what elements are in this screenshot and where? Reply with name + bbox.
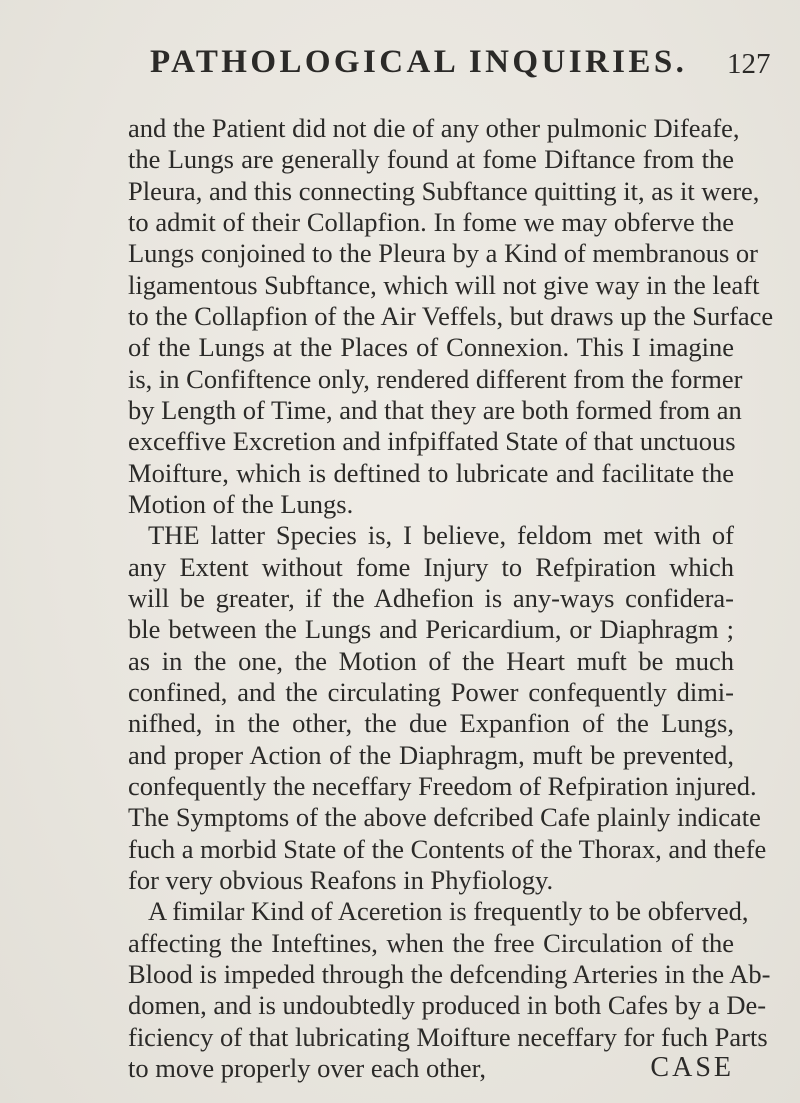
- text-line: domen, and is undoubtedly produced in both Cafes by a De-: [128, 990, 767, 1020]
- text-line: ligamentous Subftance, which will not give way in the leaft: [128, 270, 760, 300]
- text-line: Moifture, which is deftined to lubricate and facilitate the: [128, 458, 734, 488]
- final-line-text: to move properly over each other,: [128, 1053, 487, 1083]
- text-line: by Length of Time, and that they are both formed from an: [128, 395, 742, 425]
- page-number: 127: [727, 48, 771, 80]
- text-line: is, in Confiftence only, rendered different from the former: [128, 364, 743, 394]
- paragraph-end-line: for very obvious Reafons in Phyfiology.: [128, 865, 554, 895]
- final-line: [128, 1048, 734, 1088]
- text-line: confequently the neceffary Freedom of Refpiration injured.: [128, 771, 757, 801]
- text-line: the Lungs are generally found at fome Diftance from the: [128, 144, 734, 174]
- running-head: [0, 44, 800, 84]
- text-line: to admit of their Collapfion. In fome we may obferve the: [128, 207, 734, 237]
- catchword: CASE: [650, 1052, 734, 1083]
- text-line: to the Collapfion of the Air Veffels, but draws up the Surface: [128, 301, 774, 331]
- text-line: The Symptoms of the above defcribed Cafe plainly indicate: [128, 802, 761, 832]
- text-line: as in the one, the Motion of the Heart muft be much: [128, 646, 734, 676]
- running-title: PATHOLOGICAL INQUIRIES.: [150, 44, 688, 80]
- text-line: fuch a morbid State of the Contents of the Thorax, and thefe: [128, 834, 767, 864]
- text-line: ficiency of that lubricating Moifture neceffary for fuch Parts: [128, 1022, 768, 1052]
- paragraph-end-line: Motion of the Lungs.: [128, 489, 354, 519]
- text-line: affecting the Inteftines, when the free Circulation of the: [128, 928, 734, 958]
- text-line: any Extent without fome Injury to Refpiration which: [128, 552, 734, 582]
- text-line: Blood is impeded through the defcending Arteries in the Ab-: [128, 959, 771, 989]
- text-line: of the Lungs at the Places of Connexion. This I imagine: [128, 332, 734, 362]
- text-line: Pleura, and this connecting Subftance quitting it, as it were,: [128, 176, 760, 206]
- text-line: ble between the Lungs and Pericardium, or Diaphragm ;: [128, 614, 734, 644]
- paragraph-start-line: THE latter Species is, I believe, feldom met with of: [148, 520, 734, 550]
- text-line: will be greater, if the Adhefion is any-ways confidera-: [128, 583, 734, 613]
- text-line: Lungs conjoined to the Pleura by a Kind of membranous or: [128, 238, 758, 268]
- text-line: and proper Action of the Diaphragm, muft be prevented,: [128, 740, 734, 770]
- text-line: nifhed, in the other, the due Expanfion of the Lungs,: [128, 708, 734, 738]
- text-line: and the Patient did not die of any other pulmonic Difeafe,: [128, 113, 740, 143]
- text-line: exceffive Excretion and infpiffated State of that unctuous: [128, 426, 736, 456]
- paragraph-start-line: A fimilar Kind of Aceretion is frequently to be obferved,: [148, 896, 749, 926]
- text-line: confined, and the circulating Power confequently dimi-: [128, 677, 734, 707]
